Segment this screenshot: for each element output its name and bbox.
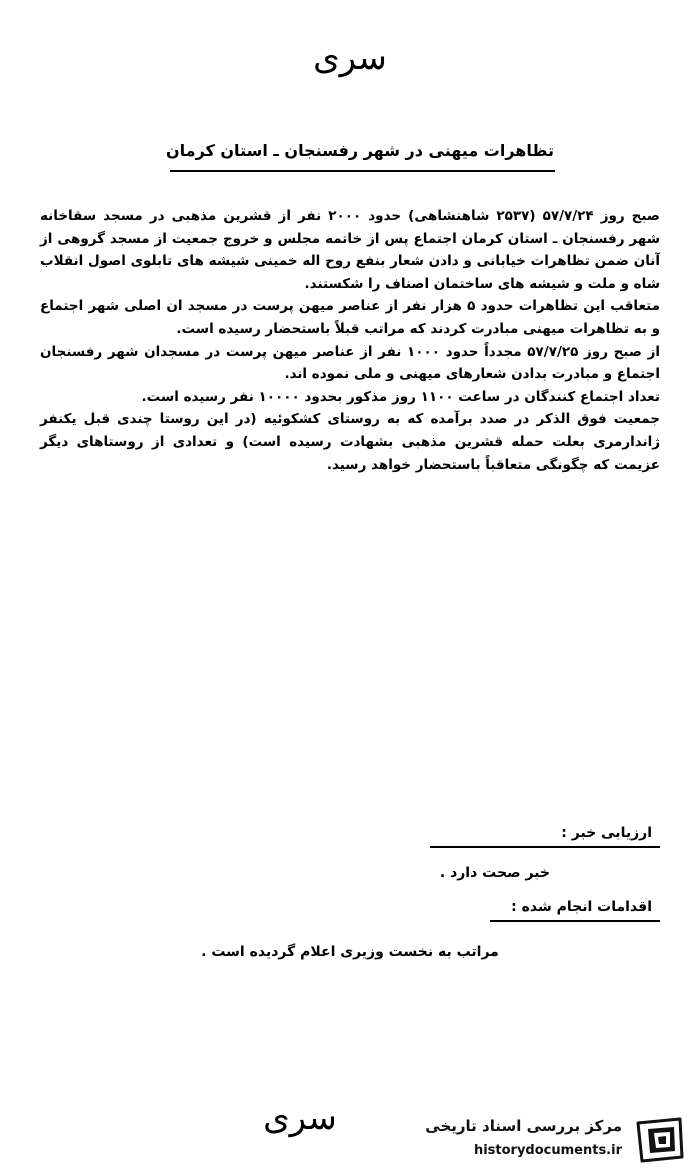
archive-logo-icon xyxy=(634,1117,686,1163)
review-label: ارزیابی خبر : xyxy=(561,825,652,841)
paragraph-2: متعاقب این تظاهرات حدود ۵ هزار نفر از عناصر میهن پرست در مسجد ان اصلی شهر اجتماع و به تظاهرات میهنی مبادرت کردند که مراتب قبلاً باستحضار رسیده است. xyxy=(40,298,660,337)
review-underline xyxy=(430,846,660,848)
review-value: خبر صحت دارد . xyxy=(439,865,550,881)
watermark xyxy=(425,1115,690,1167)
closing-line: مراتب به نخست وزیری اعلام گردیده است . xyxy=(201,944,499,960)
watermark-site: historydocuments.ir xyxy=(473,1143,622,1158)
review-section xyxy=(300,822,660,938)
watermark-name: مرکز بررسی اسناد تاریخی xyxy=(425,1117,622,1135)
document-body xyxy=(40,205,660,476)
title-underline xyxy=(170,170,555,172)
actions-underline xyxy=(490,920,660,922)
paragraph-5: جمعیت فوق الذکر در صدد برآمده که به روستای کشکوئیه (در این روستا چندی قبل یکنفر ژاندارمری بعلت حمله قشرین مذهبی بشهادت رسیده است) و تعدادی از روستاهای دیگر عزیمت که چگونگی متعاقباً باستحضار خواهد رسید. xyxy=(40,411,660,473)
classification-mark-bottom: سری xyxy=(263,1098,337,1138)
actions-label: اقدامات انجام شده : xyxy=(511,899,652,915)
paragraph-4: تعداد اجتماع کنندگان در ساعت ۱۱۰۰ روز مذکور بحدود ۱۰۰۰۰ نفر رسیده است. xyxy=(141,388,660,405)
document-title: تظاهرات میهنی در شهر رفسنجان ـ استان کرمان xyxy=(166,141,554,160)
paragraph-3: از صبح روز ۵۷/۷/۲۵ مجدداً حدود ۱۰۰۰ نفر از عناصر میهن پرست در مسجدان شهر رفسنجان اجتماع و مبادرت بدادن شعارهای میهنی و ملی نموده اند. xyxy=(40,343,660,383)
classification-mark-top: سری xyxy=(313,38,387,78)
paragraph-1: صبح روز ۵۷/۷/۲۴ (۲۵۳۷ شاهنشاهی) حدود ۲۰۰۰ نفر از قشرین مذهبی در مسجد سقاخانه شهر رفسنجان ـ استان کرمان اجتماع پس از خاتمه مجلس و خروج جمعیت از مسجد گروهی از آنان ضمن تظاهرات خیابانی و دادن شعار بنفع روح اله خمینی شیشه های تابلوی اصول انقلاب شاه و ملت و شیشه های ساختمان اصناف را شکستند. xyxy=(40,208,660,292)
